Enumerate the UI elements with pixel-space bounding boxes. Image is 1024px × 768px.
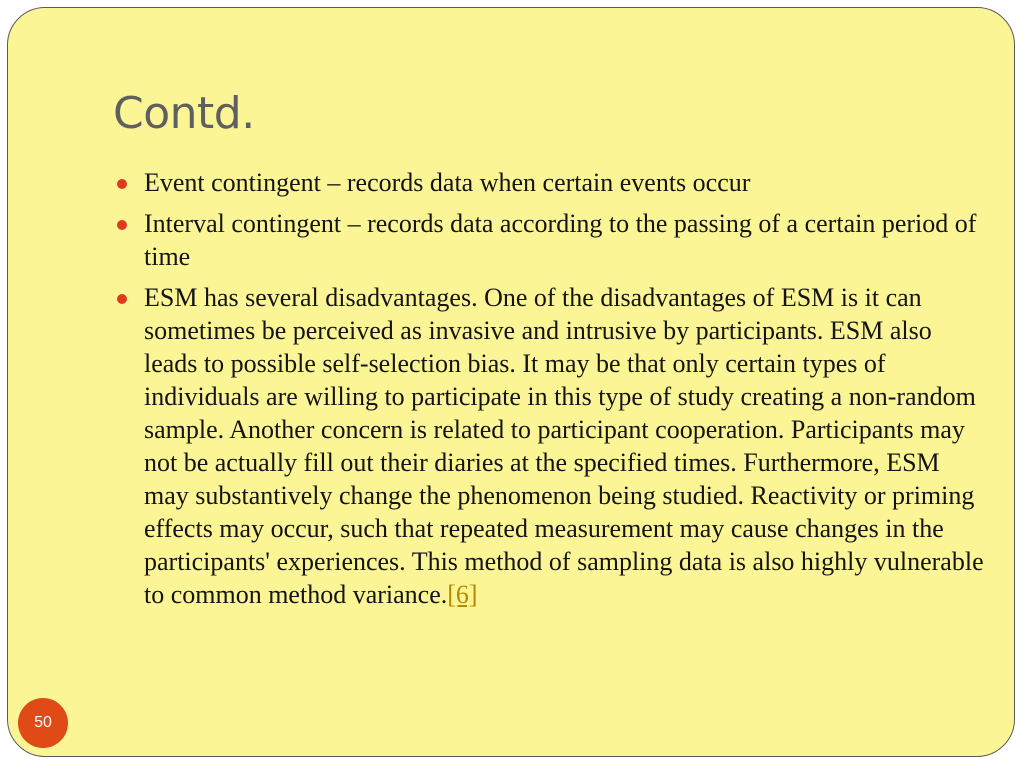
bullet-text: ESM has several disadvantages. One of the disadvantages of ESM is it can sometimes be perceived as invasive and intrusive by participants. ESM also leads to possible self-selection bias. It may be that only certain types of individuals are willing to participate in this type of study creating a non-random sample. Another concern is related to participant cooperation. Participants may not be actually fill out their diaries at the specified times. Furthermore, ESM may substantively change the phenomenon being studied. Reactivity or priming effects may occur, such that repeated measurement may cause changes in the participants' experiences. This method of sampling data is also highly vulnerable to common method variance.	[144, 283, 984, 609]
slide	[7, 7, 1015, 757]
slide-number-badge: 50	[18, 698, 68, 748]
bullet-text: Event contingent – records data when certain events occur	[144, 168, 751, 197]
bullet-item	[144, 166, 984, 199]
bullet-item	[144, 281, 984, 611]
bullet-text: Interval contingent – records data according to the passing of a certain period of time	[144, 209, 977, 271]
bullet-item	[144, 207, 984, 273]
reference-link[interactable]: [6]	[447, 580, 478, 609]
bullet-list	[144, 166, 984, 619]
bullet-dot-icon	[117, 179, 127, 189]
bullet-dot-icon	[117, 220, 127, 230]
slide-title: Contd.	[113, 88, 255, 139]
bullet-dot-icon	[117, 294, 127, 304]
